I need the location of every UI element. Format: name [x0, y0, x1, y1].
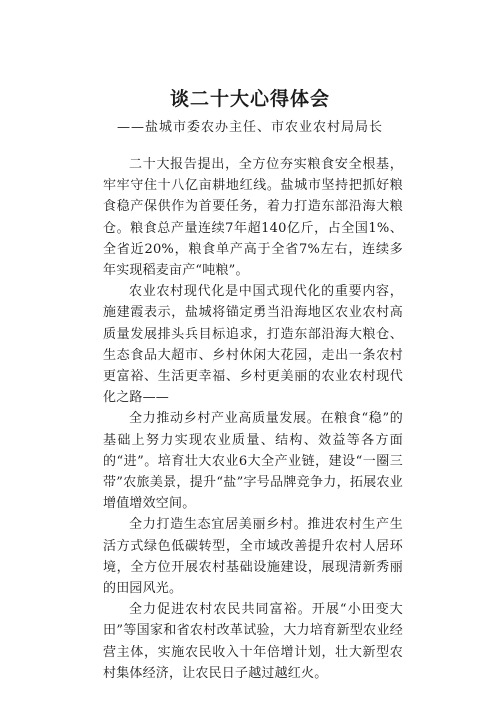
paragraph: 全力促进农村农民共同富裕。开展“小田变大田”等国家和省农村改革试验，大力培育新型农业经营主体，实施农民收入十年倍增计划，壮大新型农村集体经济，让农民日子越过越红火。	[103, 602, 403, 681]
article-body	[103, 154, 403, 684]
article-title: 谈二十大心得体会	[169, 88, 330, 110]
article-byline: ——盐城市委农办主任、市农业农村局局长	[116, 120, 383, 135]
paragraph: 二十大报告提出，全方位夯实粮食安全根基，牢牢守住十八亿亩耕地红线。盐城市坚持把抓好粮食稳产保供作为首要任务，着力打造东部沿海大粮仓。粮食总产量连续7年超140亿斤，占全国1%、全省近20%，粮食单产高于全省7%左右，连续多年实现稻麦亩产“吨粮”。	[103, 157, 403, 279]
paragraph: 全力打造生态宜居美丽乡村。推进农村生产生活方式绿色低碳转型，全市域改善提升农村人居环境，全方位开展农村基础设施建设，展现清新秀丽的田园风光。	[103, 517, 403, 597]
paragraph: 农业农村现代化是中国式现代化的重要内容，施建霞表示，盐城将锚定勇当沿海地区农业农村高质量发展排头兵目标追求，打造东部沿海大粮仓、生态食品大超市、乡村休闲大花园，走出一条农村更富裕、生活更幸福、乡村更美丽的农业农村现代化之路——	[103, 284, 403, 406]
paragraph: 全力推动乡村产业高质量发展。在粮食“稳”的基础上努力实现农业质量、结构、效益等各方面的“进”。培育壮大农业6大全产业链，建设“一圈三带”农旅美景，提升“盐”字号品牌竞争力，拓展农业增值增效空间。	[103, 411, 403, 512]
